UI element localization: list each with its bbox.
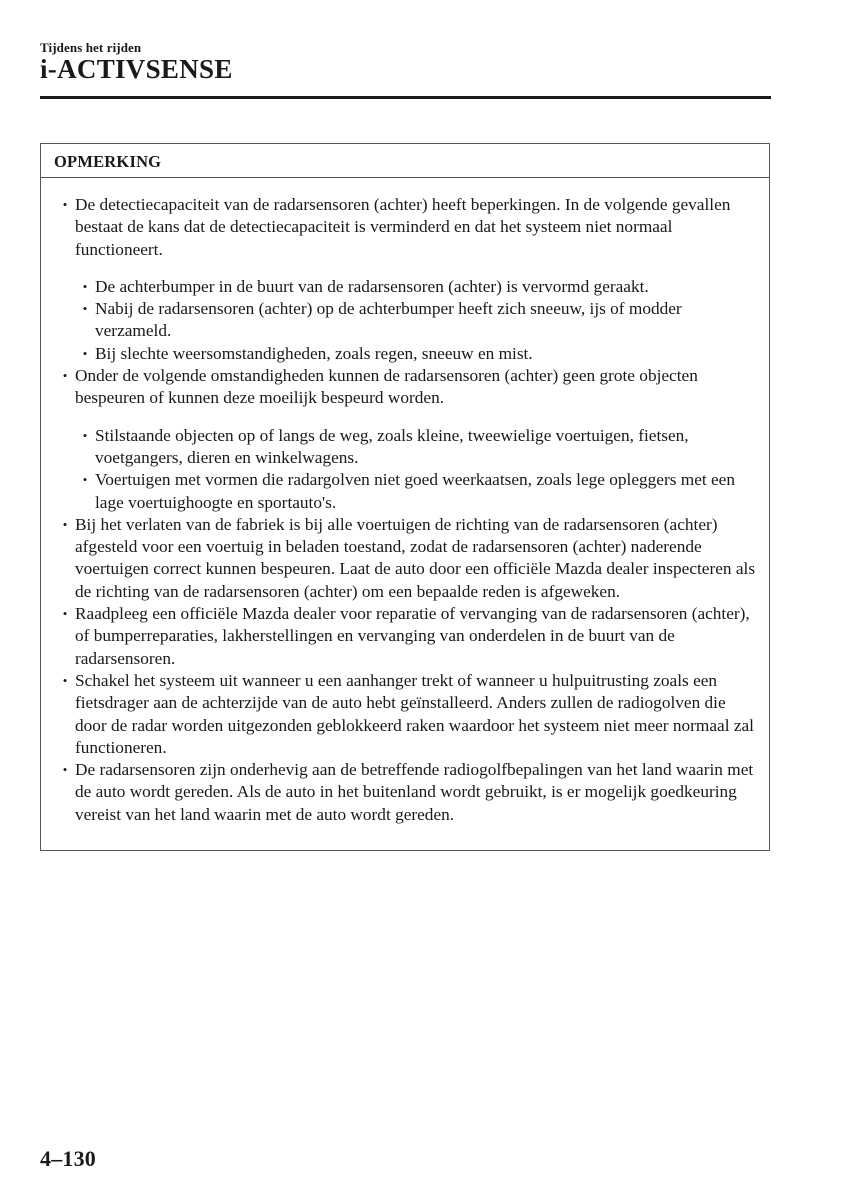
note-item: [55, 603, 757, 670]
title-divider: [40, 96, 771, 99]
bullet-icon: •: [62, 762, 68, 778]
note-heading: OPMERKING: [41, 144, 769, 178]
bullet-icon: •: [82, 278, 88, 294]
sub-item-text: Voertuigen met vormen die radargolven niet goed weerkaatsen, zoals lege opleggers met een lage voertuighoogte en sportauto's.: [95, 470, 735, 512]
note-item-text: Schakel het systeem uit wanneer u een aanhanger trekt of wanneer u hulpuitrusting zoals een fietsdrager aan de achterzijde van de auto hebt geïnstalleerd. Anders zullen de radiogolven die door de radar worden uitgezonden geblokkeerd raken waardoor het systeem niet meer normaal zal functioneren.: [75, 670, 754, 757]
note-item-text: Bij het verlaten van de fabriek is bij alle voertuigen de richting van de radarsensoren (achter) afgesteld voor een voertuig in beladen toestand, zodat de radarsensoren (achter) naderende voertuigen correct kunnen bespeuren. Laat de auto door een officiële Mazda dealer inspecteren als de richting van de radarsensoren (achter) om een bepaalde reden is afgeweken.: [75, 514, 756, 601]
page-title: i-ACTIVSENSE: [40, 54, 233, 84]
sub-item: [75, 469, 757, 514]
bullet-icon: •: [82, 301, 88, 317]
section-label: Tijdens het rijden: [40, 40, 142, 55]
sub-item: [75, 425, 757, 470]
sub-item-text: Nabij de radarsensoren (achter) op de achterbumper heeft zich sneeuw, ijs of modder verzameld.: [95, 299, 682, 341]
note-box: [40, 143, 770, 851]
bullet-icon: •: [82, 427, 88, 443]
sub-list: [75, 425, 757, 514]
note-item-text: Onder de volgende omstandigheden kunnen de radarsensoren (achter) geen grote objecten bespeuren of kunnen deze moeilijk bespeurd worden.: [75, 366, 698, 408]
sub-item: [75, 343, 757, 365]
sub-item: [75, 276, 757, 298]
page-number: 4–130: [40, 1146, 96, 1171]
sub-list: [75, 276, 757, 365]
note-body: [41, 178, 769, 826]
bullet-icon: •: [82, 345, 88, 361]
note-item: [55, 759, 757, 826]
bullet-icon: •: [82, 472, 88, 488]
sub-item-text: Stilstaande objecten op of langs de weg, zoals kleine, tweewielige voertuigen, fietsen, voetgangers, dieren en winkelwagens.: [95, 425, 689, 467]
bullet-icon: •: [62, 516, 68, 532]
sub-item: [75, 298, 757, 343]
bullet-icon: •: [62, 672, 68, 688]
note-item-text: Raadpleeg een officiële Mazda dealer voor reparatie of vervanging van de radarsensoren (achter), of bumperreparaties, lakherstellingen en vervanging van onderdelen in de buurt van de radarsensoren.: [75, 604, 750, 668]
note-item: [55, 194, 757, 261]
bullet-icon: •: [62, 606, 68, 622]
sub-item-text: De achterbumper in de buurt van de radarsensoren (achter) is vervormd geraakt.: [95, 276, 649, 296]
bullet-icon: •: [62, 368, 68, 384]
note-item: [55, 670, 757, 759]
note-item-text: De radarsensoren zijn onderhevig aan de betreffende radiogolfbepalingen van het land waarin met de auto wordt gereden. Als de auto in het buitenland wordt gebruikt, is er mogelijk goedkeuring vereist van het land waarin met de auto wordt gereden.: [75, 760, 754, 824]
note-item-text: De detectiecapaciteit van de radarsensoren (achter) heeft beperkingen. In de volgende gevallen bestaat de kans dat de detectiecapaciteit is verminderd en dat het systeem niet normaal functioneert.: [75, 195, 731, 259]
note-item: [55, 365, 757, 410]
note-item: [55, 514, 757, 603]
sub-item-text: Bij slechte weersomstandigheden, zoals regen, sneeuw en mist.: [95, 343, 533, 363]
bullet-icon: •: [62, 197, 68, 212]
